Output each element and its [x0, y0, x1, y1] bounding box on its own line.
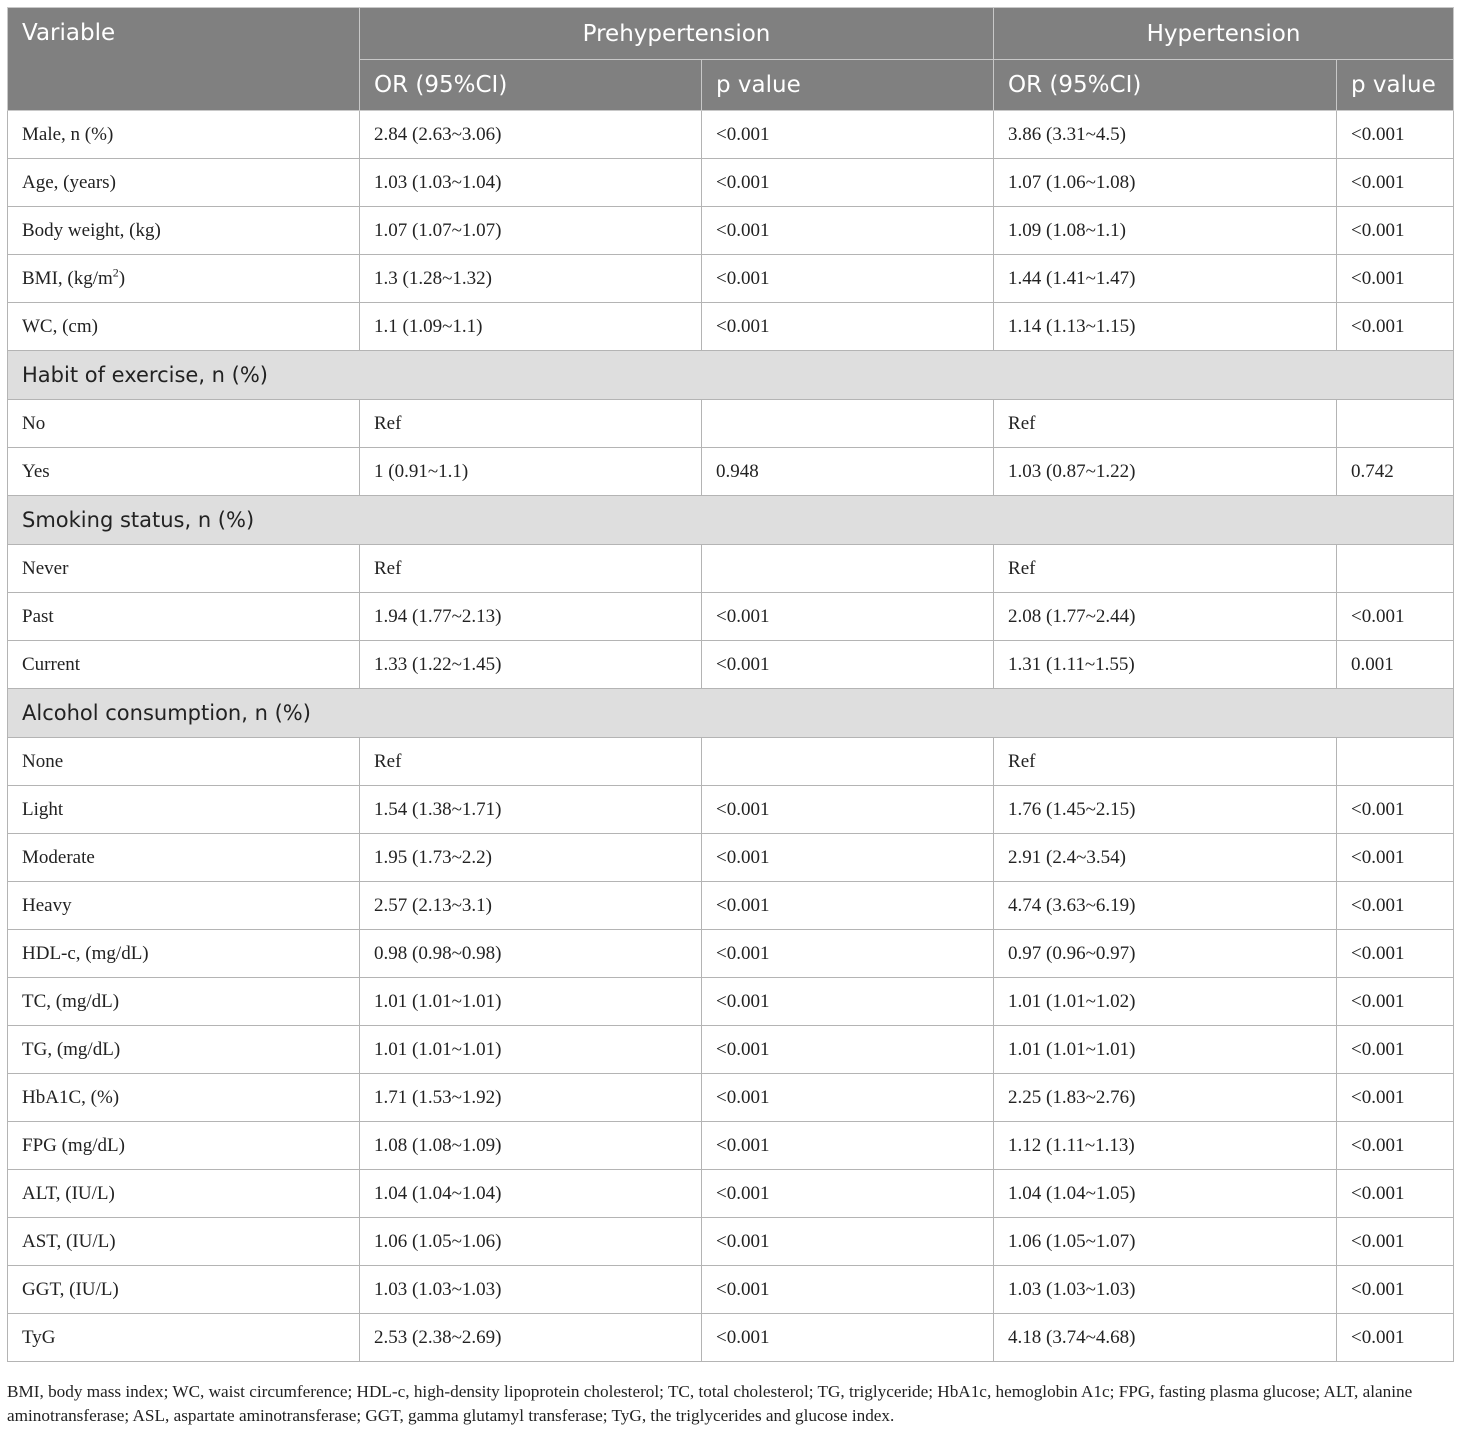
table-row: [8, 545, 1454, 593]
variable-cell: [8, 1122, 360, 1170]
table-row: [8, 255, 1454, 303]
prehypertension-or-cell: Ref: [360, 400, 702, 448]
hypertension-or-cell: Ref: [994, 545, 1337, 593]
variable-label: Male, n (%): [22, 123, 114, 145]
hypertension-or-cell: 2.91 (2.4~3.54): [994, 834, 1337, 882]
hypertension-or-cell: 1.76 (1.45~2.15): [994, 786, 1337, 834]
variable-label: HDL-c, (mg/dL): [22, 942, 149, 964]
variable-label: Never: [22, 557, 69, 579]
table-row: [8, 930, 1454, 978]
variable-label: Current: [22, 653, 81, 675]
variable-cell: [8, 303, 360, 351]
table-row: [8, 159, 1454, 207]
prehypertension-or-cell: 1.94 (1.77~2.13): [360, 593, 702, 641]
hypertension-p-cell: 0.742: [1337, 448, 1454, 496]
prehypertension-or-cell: 1.54 (1.38~1.71): [360, 786, 702, 834]
variable-cell: [8, 738, 360, 786]
variable-label: Past: [22, 605, 54, 627]
prehypertension-or-cell: 1.01 (1.01~1.01): [360, 978, 702, 1026]
prehypertension-p-cell: <0.001: [702, 111, 994, 159]
hypertension-p-cell: [1337, 545, 1454, 593]
prehypertension-p-cell: <0.001: [702, 303, 994, 351]
hypertension-p-cell: <0.001: [1337, 786, 1454, 834]
table-row: [8, 882, 1454, 930]
table-row: [8, 1266, 1454, 1314]
hypertension-or-cell: 1.12 (1.11~1.13): [994, 1122, 1337, 1170]
variable-cell: [8, 1266, 360, 1314]
prehypertension-group-header: Prehypertension: [360, 8, 994, 60]
prehypertension-p-cell: <0.001: [702, 593, 994, 641]
hypertension-p-cell: <0.001: [1337, 593, 1454, 641]
hypertension-p-cell: <0.001: [1337, 930, 1454, 978]
variable-column-header: Variable: [8, 8, 360, 111]
prehypertension-p-cell: <0.001: [702, 1266, 994, 1314]
prehypertension-or-cell: 1.08 (1.08~1.09): [360, 1122, 702, 1170]
prehypertension-or-cell: 2.57 (2.13~3.1): [360, 882, 702, 930]
table-row: [8, 641, 1454, 689]
table-row: [8, 1170, 1454, 1218]
hypertension-p-cell: [1337, 738, 1454, 786]
prehypertension-p-cell: <0.001: [702, 1314, 994, 1362]
prehypertension-p-cell: [702, 545, 994, 593]
prehypertension-p-cell: <0.001: [702, 1026, 994, 1074]
hypertension-p-cell: <0.001: [1337, 111, 1454, 159]
hypertension-or-cell: 1.04 (1.04~1.05): [994, 1170, 1337, 1218]
variable-label-suffix: ): [118, 267, 126, 289]
variable-label: Age, (years): [22, 171, 116, 193]
variable-label: HbA1C, (%): [22, 1086, 120, 1108]
variable-cell: [8, 255, 360, 303]
odds-ratio-table-container: [7, 7, 1453, 1362]
variable-label: Light: [22, 798, 64, 820]
hypertension-p-cell: <0.001: [1337, 1266, 1454, 1314]
variable-cell: [8, 1026, 360, 1074]
hypertension-or-cell: 3.86 (3.31~4.5): [994, 111, 1337, 159]
section-label: Habit of exercise, n (%): [8, 351, 1454, 400]
prehypertension-p-cell: <0.001: [702, 1074, 994, 1122]
prehypertension-or-cell: 1.03 (1.03~1.03): [360, 1266, 702, 1314]
hypertension-p-header: p value: [1337, 60, 1454, 111]
prehypertension-or-cell: 1.3 (1.28~1.32): [360, 255, 702, 303]
table-row: [8, 1218, 1454, 1266]
table-row: [8, 303, 1454, 351]
hypertension-p-cell: <0.001: [1337, 1314, 1454, 1362]
prehypertension-p-cell: [702, 738, 994, 786]
variable-label: FPG (mg/dL): [22, 1134, 125, 1156]
prehypertension-or-cell: 0.98 (0.98~0.98): [360, 930, 702, 978]
variable-label: None: [22, 750, 64, 772]
variable-cell: [8, 400, 360, 448]
variable-cell: [8, 1074, 360, 1122]
hypertension-or-cell: Ref: [994, 738, 1337, 786]
table-row: [8, 400, 1454, 448]
prehypertension-p-cell: <0.001: [702, 207, 994, 255]
prehypertension-or-cell: 2.53 (2.38~2.69): [360, 1314, 702, 1362]
hypertension-or-cell: 2.25 (1.83~2.76): [994, 1074, 1337, 1122]
hypertension-or-cell: 4.18 (3.74~4.68): [994, 1314, 1337, 1362]
prehypertension-p-cell: <0.001: [702, 1122, 994, 1170]
prehypertension-p-header: p value: [702, 60, 994, 111]
hypertension-or-cell: 0.97 (0.96~0.97): [994, 930, 1337, 978]
table-row: [8, 1026, 1454, 1074]
hypertension-p-cell: [1337, 400, 1454, 448]
prehypertension-or-cell: 1.71 (1.53~1.92): [360, 1074, 702, 1122]
prehypertension-or-cell: 1.04 (1.04~1.04): [360, 1170, 702, 1218]
variable-cell: [8, 1170, 360, 1218]
variable-label: TC, (mg/dL): [22, 990, 120, 1012]
table-row: [8, 738, 1454, 786]
hypertension-p-cell: <0.001: [1337, 1122, 1454, 1170]
table-row: [8, 978, 1454, 1026]
variable-cell: [8, 834, 360, 882]
variable-cell: [8, 545, 360, 593]
hypertension-p-cell: <0.001: [1337, 159, 1454, 207]
prehypertension-or-cell: 1.07 (1.07~1.07): [360, 207, 702, 255]
table-row: [8, 593, 1454, 641]
hypertension-or-cell: 1.06 (1.05~1.07): [994, 1218, 1337, 1266]
header-row-groups: [8, 8, 1454, 60]
variable-cell: [8, 111, 360, 159]
prehypertension-p-cell: <0.001: [702, 159, 994, 207]
prehypertension-p-cell: 0.948: [702, 448, 994, 496]
variable-cell: [8, 159, 360, 207]
section-header-row: [8, 496, 1454, 545]
variable-label: Yes: [22, 460, 50, 482]
hypertension-or-cell: Ref: [994, 400, 1337, 448]
hypertension-or-header: OR (95%CI): [994, 60, 1337, 111]
variable-label-superscript: 2: [112, 265, 119, 280]
table-row: [8, 1314, 1454, 1362]
variable-cell: [8, 593, 360, 641]
prehypertension-or-cell: 1.06 (1.05~1.06): [360, 1218, 702, 1266]
variable-cell: [8, 207, 360, 255]
variable-cell: [8, 641, 360, 689]
variable-cell: [8, 882, 360, 930]
hypertension-p-cell: <0.001: [1337, 207, 1454, 255]
hypertension-or-cell: 1.01 (1.01~1.02): [994, 978, 1337, 1026]
variable-cell: [8, 1314, 360, 1362]
variable-label: ALT, (IU/L): [22, 1182, 115, 1204]
hypertension-p-cell: <0.001: [1337, 834, 1454, 882]
table-footnote: BMI, body mass index; WC, waist circumference; HDL-c, high-density lipoprotein cholesterol; TC, total cholesterol; TG, triglyceride; HbA1c, hemoglobin A1c; FPG, fasting plasma glucose; ALT, alanine aminotransferase; ASL, aspartate aminotransferase; GGT, gamma glutamyl transferase; TyG, the triglycerides and glucose index.: [7, 1382, 1413, 1425]
hypertension-p-cell: <0.001: [1337, 1074, 1454, 1122]
prehypertension-or-cell: 1.33 (1.22~1.45): [360, 641, 702, 689]
prehypertension-p-cell: <0.001: [702, 786, 994, 834]
table-row: [8, 1122, 1454, 1170]
prehypertension-p-cell: <0.001: [702, 255, 994, 303]
variable-cell: [8, 978, 360, 1026]
prehypertension-p-cell: <0.001: [702, 978, 994, 1026]
hypertension-or-cell: 1.14 (1.13~1.15): [994, 303, 1337, 351]
section-label: Alcohol consumption, n (%): [8, 689, 1454, 738]
variable-label: GGT, (IU/L): [22, 1278, 119, 1300]
hypertension-p-cell: <0.001: [1337, 255, 1454, 303]
variable-cell: [8, 930, 360, 978]
hypertension-or-cell: 1.44 (1.41~1.47): [994, 255, 1337, 303]
variable-label: AST, (IU/L): [22, 1230, 116, 1252]
hypertension-p-cell: <0.001: [1337, 1026, 1454, 1074]
section-label: Smoking status, n (%): [8, 496, 1454, 545]
odds-ratio-table: [7, 7, 1454, 1362]
prehypertension-or-cell: 1.01 (1.01~1.01): [360, 1026, 702, 1074]
prehypertension-or-cell: Ref: [360, 738, 702, 786]
table-row: [8, 834, 1454, 882]
variable-cell: [8, 1218, 360, 1266]
table-row: [8, 207, 1454, 255]
table-body: [8, 111, 1454, 1362]
table-row: [8, 1074, 1454, 1122]
variable-label: Moderate: [22, 846, 95, 868]
hypertension-p-cell: <0.001: [1337, 303, 1454, 351]
table-row: [8, 786, 1454, 834]
prehypertension-p-cell: <0.001: [702, 641, 994, 689]
variable-label: Heavy: [22, 894, 72, 916]
hypertension-or-cell: 1.07 (1.06~1.08): [994, 159, 1337, 207]
prehypertension-or-cell: Ref: [360, 545, 702, 593]
prehypertension-p-cell: <0.001: [702, 834, 994, 882]
variable-label: No: [22, 412, 46, 434]
prehypertension-or-cell: 1.1 (1.09~1.1): [360, 303, 702, 351]
section-header-row: [8, 689, 1454, 738]
prehypertension-or-header: OR (95%CI): [360, 60, 702, 111]
prehypertension-p-cell: <0.001: [702, 1218, 994, 1266]
hypertension-p-cell: <0.001: [1337, 1218, 1454, 1266]
variable-cell: [8, 786, 360, 834]
hypertension-or-cell: 4.74 (3.63~6.19): [994, 882, 1337, 930]
prehypertension-p-cell: <0.001: [702, 882, 994, 930]
hypertension-or-cell: 1.09 (1.08~1.1): [994, 207, 1337, 255]
prehypertension-p-cell: [702, 400, 994, 448]
variable-cell: [8, 448, 360, 496]
prehypertension-p-cell: <0.001: [702, 930, 994, 978]
table-header: [8, 8, 1454, 111]
hypertension-p-cell: <0.001: [1337, 978, 1454, 1026]
table-row: [8, 111, 1454, 159]
table-row: [8, 448, 1454, 496]
hypertension-group-header: Hypertension: [994, 8, 1454, 60]
prehypertension-or-cell: 2.84 (2.63~3.06): [360, 111, 702, 159]
hypertension-or-cell: 1.01 (1.01~1.01): [994, 1026, 1337, 1074]
variable-label: TG, (mg/dL): [22, 1038, 121, 1060]
hypertension-p-cell: 0.001: [1337, 641, 1454, 689]
hypertension-or-cell: 1.03 (0.87~1.22): [994, 448, 1337, 496]
hypertension-or-cell: 1.03 (1.03~1.03): [994, 1266, 1337, 1314]
prehypertension-or-cell: 1 (0.91~1.1): [360, 448, 702, 496]
hypertension-p-cell: <0.001: [1337, 1170, 1454, 1218]
variable-label: WC, (cm): [22, 315, 98, 337]
hypertension-p-cell: <0.001: [1337, 882, 1454, 930]
variable-label: TyG: [22, 1326, 56, 1348]
hypertension-or-cell: 2.08 (1.77~2.44): [994, 593, 1337, 641]
hypertension-or-cell: 1.31 (1.11~1.55): [994, 641, 1337, 689]
variable-label: BMI, (kg/m: [22, 267, 113, 289]
section-header-row: [8, 351, 1454, 400]
prehypertension-or-cell: 1.95 (1.73~2.2): [360, 834, 702, 882]
prehypertension-p-cell: <0.001: [702, 1170, 994, 1218]
variable-label: Body weight, (kg): [22, 219, 161, 241]
prehypertension-or-cell: 1.03 (1.03~1.04): [360, 159, 702, 207]
